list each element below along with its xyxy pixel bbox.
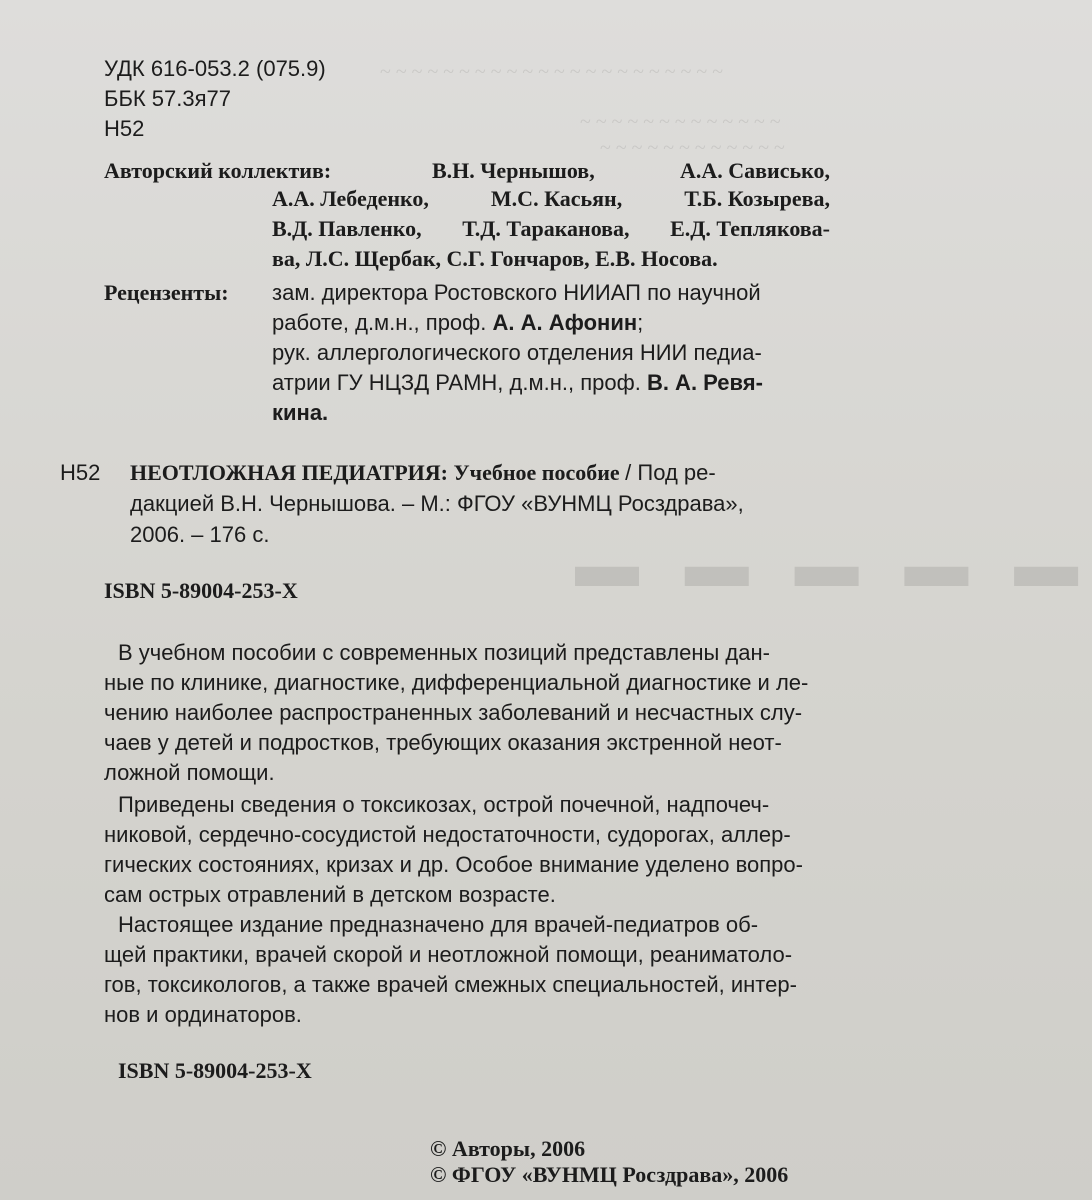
abstract-p3-line-2: щей практики, врачей скорой и неотложной помощи, реаниматоло- (104, 942, 793, 967)
show-through-title: ▬ ▬ ▬ ▬ ▬ (575, 528, 1092, 600)
copyright-authors: © Авторы, 2006 (430, 1136, 586, 1161)
abstract-p3-line-4: нов и ординаторов. (104, 1002, 302, 1027)
author-sign-code: Н52 (104, 116, 145, 141)
reviewer-2-name: В. А. Ревя- (646, 370, 763, 395)
abstract-p2-line-2: никовой, сердечно-сосудистой недостаточности, судорогах, аллер- (104, 822, 791, 847)
abstract-p1-line-3: чению наиболее распространенных заболеваний и несчастных слу- (104, 700, 803, 725)
abstract-p3-line-1: Настоящее издание предназначено для врачей-педиатров об- (118, 912, 759, 937)
author-name: Т.Б. Козырева, (684, 186, 830, 211)
authors-line-1 (432, 160, 830, 182)
book-title: НЕОТЛОЖНАЯ ПЕДИАТРИЯ: (130, 460, 449, 485)
author-name: М.С. Касьян, (490, 186, 623, 211)
abstract-p2-line-4: сам острых отравлений в детском возрасте. (104, 882, 556, 907)
author-name: А.А. Сависько, (679, 158, 830, 183)
author-name: Т.Д. Тараканова, (462, 216, 630, 241)
abstract-p2-line-1: Приведены сведения о токсикозах, острой почечной, надпочеч- (118, 792, 770, 817)
abstract-p1-line-4: чаев у детей и подростков, требующих оказания экстренной неот- (104, 730, 782, 755)
reviewer-1-line-2 (272, 312, 643, 334)
reviewer-2-line-1: рук. аллергологического отделения НИИ педиа- (272, 340, 762, 365)
abstract-p3-line-3: гов, токсикологов, а также врачей смежных специальностей, интер- (104, 972, 797, 997)
bibliography-code: Н52 (60, 460, 101, 485)
author-name: В.Д. Павленко, (272, 216, 422, 241)
author-name: В.Н. Чернышов, (432, 158, 595, 183)
authors-line-3 (272, 218, 830, 240)
reviewer-2-line-3: кина. (272, 400, 329, 425)
reviewer-1-name: А. А. Афонин (492, 310, 638, 335)
reviewer-1-line-1: зам. директора Ростовского НИИАП по научной (272, 280, 761, 305)
abstract-p1-line-5: ложной помощи. (104, 760, 275, 785)
bibliography-line-1 (130, 462, 716, 484)
isbn-bottom: ISBN 5-89004-253-X (118, 1058, 312, 1083)
author-name: А.А. Лебеденко, (272, 186, 429, 211)
bibliography-line-3: 2006. – 176 с. (130, 522, 270, 547)
reviewers-label: Рецензенты: (104, 280, 229, 305)
reviewer-1-position: работе, д.м.н., проф. (272, 310, 487, 335)
bibliography-line-2: дакцией В.Н. Чернышова. – М.: ФГОУ «ВУНМЦ Росздрава», (130, 491, 744, 516)
bibliography-editor-start: / Под ре- (625, 460, 716, 485)
copyright-publisher: © ФГОУ «ВУНМЦ Росздрава», 2006 (430, 1162, 789, 1187)
show-through-text: ~ ~ ~ ~ ~ ~ ~ ~ ~ ~ ~ ~ ~ (580, 111, 781, 133)
authors-line-4: ва, Л.С. Щербак, С.Г. Гончаров, Е.В. Носова. (272, 246, 718, 271)
show-through-text: ~ ~ ~ ~ ~ ~ ~ ~ ~ ~ ~ ~ ~ ~ ~ ~ ~ ~ ~ ~ ~ ~ (380, 61, 724, 83)
reviewer-2-position: атрии ГУ НЦЗД РАМН, д.м.н., проф. (272, 370, 641, 395)
reviewer-2-line-2 (272, 372, 763, 394)
authors-label: Авторский коллектив: (104, 158, 332, 183)
abstract-p2-line-3: гических состояниях, кризах и др. Особое внимание уделено вопро- (104, 852, 803, 877)
abstract-p1-line-2: ные по клинике, диагностике, дифференциальной диагностике и ле- (104, 670, 809, 695)
bbk-code: ББК 57.3я77 (104, 86, 232, 111)
reviewer-1-separator: ; (637, 310, 644, 335)
show-through-text: ~ ~ ~ ~ ~ ~ ~ ~ ~ ~ ~ ~ (600, 137, 785, 159)
isbn-top: ISBN 5-89004-253-X (104, 578, 298, 603)
author-name: Е.Д. Теплякова- (670, 216, 830, 241)
book-subtitle: Учебное пособие (453, 460, 620, 485)
authors-line-2 (272, 188, 830, 210)
abstract-p1-line-1: В учебном пособии с современных позиций представлены дан- (118, 640, 770, 665)
udk-code: УДК 616-053.2 (075.9) (104, 56, 326, 81)
